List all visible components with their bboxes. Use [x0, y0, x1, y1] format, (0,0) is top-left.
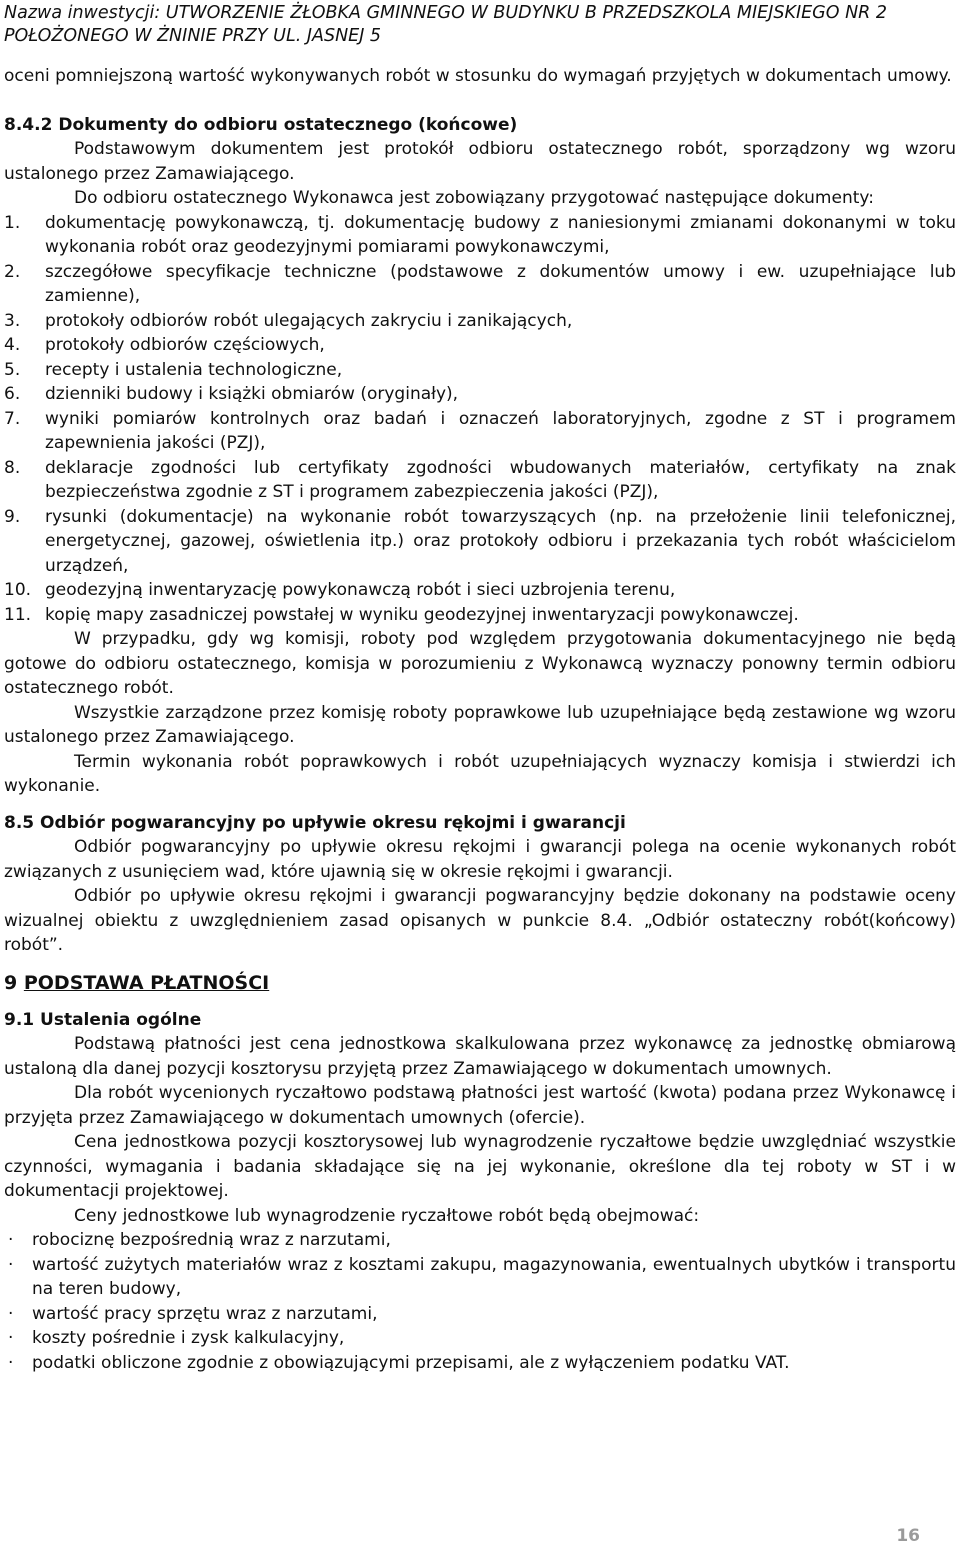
list-item	[4, 407, 956, 456]
list-number: 9.	[4, 506, 21, 527]
price-components-list	[4, 1228, 956, 1375]
document-page	[4, 2, 956, 1375]
section-8-5-heading: 8.5 Odbiór pogwarancyjny po upływie okresu rękojmi i gwarancji	[4, 812, 626, 833]
document-header	[4, 2, 956, 48]
bullet-icon: ·	[8, 1230, 14, 1250]
paragraph: Odbiór pogwarancyjny po upływie okresu rękojmi i gwarancji polega na ocenie wykonanych robót związanych z usunięciem wad, które ujawnią się w okresie rękojmi i gwarancji.	[4, 837, 956, 882]
list-text: protokoły odbiorów robót ulegających zakryciu i zanikających,	[45, 310, 573, 331]
section-title: Dokumenty do odbioru ostatecznego (końcowe)	[58, 114, 518, 135]
bullet-text: wartość pracy sprzętu wraz z narzutami,	[32, 1303, 378, 1324]
bullet-text: wartość zużytych materiałów wraz z kosztami zakupu, magazynowania, ewentualnych ubytków i transportu na teren budowy,	[32, 1254, 956, 1299]
paragraph: W przypadku, gdy wg komisji, roboty pod względem przygotowania dokumentacyjnego nie będą gotowe do odbioru ostatecznego, komisja w porozumieniu z Wykonawcą wyznaczy ponowny termin odbioru ostatecznego robót.	[4, 629, 956, 698]
paragraph: Termin wykonania robót poprawkowych i robót uzupełniających wyznaczy komisja i stwierdzi ich wykonanie.	[4, 751, 956, 796]
list-text: geodezyjną inwentaryzację powykonawczą robót i sieci uzbrojenia terenu,	[45, 580, 676, 600]
list-item	[4, 211, 956, 260]
section-number: 9	[4, 971, 18, 994]
header-line-1: Nazwa inwestycji: UTWORZENIE ŻŁOBKA GMINNEGO W BUDYNKU B PRZEDSZKOLA MIEJSKIEGO NR 2	[4, 3, 888, 23]
list-number: 1.	[4, 212, 21, 233]
list-number: 8.	[4, 457, 21, 478]
paragraph: Podstawowym dokumentem jest protokół odbioru ostatecznego robót, sporządzony wg wzoru ustalonego przez Zamawiającego.	[4, 139, 956, 184]
list-number: 7.	[4, 408, 21, 429]
list-item	[4, 260, 956, 309]
section-9-heading	[4, 970, 956, 996]
list-text: dokumentację powykonawczą, tj. dokumentację budowy z naniesionymi zmianami dokonanymi w toku wykonania robót oraz geodezyjnymi pomiarami powykonawczymi,	[45, 212, 956, 257]
header-line-2: POŁOŻONEGO W ŻNINIE PRZY UL. JASNEJ 5	[4, 26, 382, 46]
list-item	[4, 505, 956, 579]
paragraph: Cena jednostkowa pozycji kosztorysowej lub wynagrodzenie ryczałtowe będzie uwzględniać wszystkie czynności, wymagania i badania składające się na jej wykonanie, określone dla tej roboty w ST i w dokumentacji projektowej.	[4, 1132, 956, 1201]
list-item	[4, 603, 956, 628]
section-9-1-heading: 9.1 Ustalenia ogólne	[4, 1009, 202, 1030]
page-number: 16	[896, 1526, 920, 1546]
list-item	[4, 358, 956, 383]
bullet-item	[4, 1228, 956, 1253]
bullet-text: podatki obliczone zgodnie z obowiązującymi przepisami, ale z wyłączeniem podatku VAT.	[32, 1352, 790, 1373]
list-text: rysunki (dokumentacje) na wykonanie robót towarzyszących (np. na przełożenie linii telefonicznej, energetycznej, gazowej, oświetlenia itp.) oraz protokoły odbioru i przekazania tych robót właścicielom urządzeń,	[45, 506, 956, 576]
section-number: 8.4.2	[4, 114, 53, 135]
documents-list	[4, 211, 956, 628]
list-text: dzienniki budowy i książki obmiarów (oryginały),	[45, 384, 459, 404]
bullet-icon: ·	[8, 1254, 14, 1275]
bullet-text: koszty pośrednie i zysk kalkulacyjny,	[32, 1328, 345, 1348]
bullet-item	[4, 1253, 956, 1302]
list-text: wyniki pomiarów kontrolnych oraz badań i oznaczeń laboratoryjnych, zgodne z ST i programem zapewnienia jakości (PZJ),	[45, 408, 956, 453]
paragraph: Dla robót wycenionych ryczałtowo podstawą płatności jest wartość (kwota) podana przez Wykonawcę i przyjęta przez Zamawiającego w dokumentach umownych (ofercie).	[4, 1083, 956, 1128]
paragraph: Wszystkie zarządzone przez komisję roboty poprawkowe lub uzupełniające będą zestawione wg wzoru ustalonego przez Zamawiającego.	[4, 702, 956, 747]
section-8-4-2-heading	[4, 113, 956, 138]
paragraph: Ceny jednostkowe lub wynagrodzenie ryczałtowe robót będą obejmować:	[74, 1205, 700, 1226]
list-item	[4, 456, 956, 505]
list-item	[4, 333, 956, 358]
bullet-icon: ·	[8, 1303, 14, 1324]
bullet-icon: ·	[8, 1328, 14, 1348]
list-item	[4, 578, 956, 603]
list-text: kopię mapy zasadniczej powstałej w wyniku geodezyjnej inwentaryzacji powykonawczej.	[45, 604, 799, 625]
list-number: 4.	[4, 335, 21, 355]
section-title: PODSTAWA PŁATNOŚCI	[23, 971, 270, 994]
bullet-text: robociznę bezpośrednią wraz z narzutami,	[32, 1230, 391, 1250]
list-text: szczegółowe specyfikacje techniczne (podstawowe z dokumentów umowy i ew. uzupełniające lub zamienne),	[45, 261, 956, 306]
list-number: 6.	[4, 384, 21, 404]
list-item	[4, 309, 956, 334]
bullet-icon: ·	[8, 1352, 14, 1373]
paragraph: Podstawą płatności jest cena jednostkowa skalkulowana przez wykonawcę za jednostkę obmiarową ustaloną dla danej pozycji kosztorysu przyjętą przez Zamawiającego w dokumentach umownych.	[4, 1034, 956, 1079]
list-text: recepty i ustalenia technologiczne,	[45, 359, 343, 380]
bullet-item	[4, 1351, 956, 1376]
list-text: protokoły odbiorów częściowych,	[45, 335, 325, 355]
intro-paragraph: oceni pomniejszoną wartość wykonywanych robót w stosunku do wymagań przyjętych w dokumentach umowy.	[4, 66, 952, 86]
paragraph: Odbiór po upływie okresu rękojmi i gwarancji pogwarancyjny będzie dokonany na podstawie oceny wizualnej obiektu z uwzględnieniem zasad opisanych w punkcie 8.4. „Odbiór ostateczny robót(końcowy) robót”.	[4, 886, 956, 955]
list-text: deklaracje zgodności lub certyfikaty zgodności wbudowanych materiałów, certyfikaty na znak bezpieczeństwa zgodnie z ST i programem zabezpieczenia jakości (PZJ),	[45, 457, 956, 502]
list-number: 5.	[4, 359, 21, 380]
bullet-item	[4, 1326, 956, 1351]
list-number: 3.	[4, 310, 21, 331]
list-item	[4, 382, 956, 407]
list-number: 10.	[4, 580, 32, 600]
paragraph: Do odbioru ostatecznego Wykonawca jest zobowiązany przygotować następujące dokumenty:	[74, 188, 874, 208]
list-number: 2.	[4, 261, 21, 282]
list-number: 11.	[4, 604, 32, 625]
bullet-item	[4, 1302, 956, 1327]
